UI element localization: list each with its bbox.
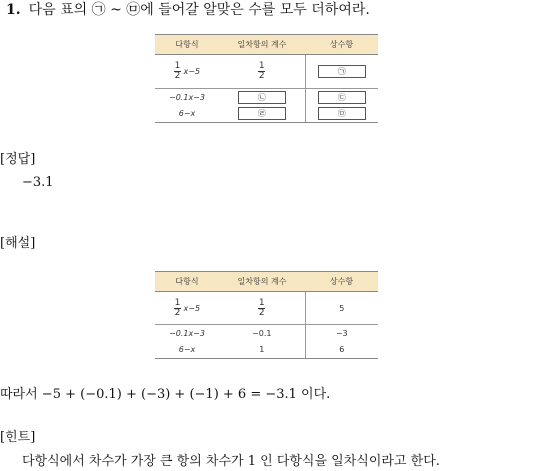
explanation-label: [해설] (0, 236, 36, 251)
blank-box-e: ㉤ (318, 107, 366, 120)
cell-constant (305, 106, 378, 123)
fraction: $\frac{1}{2}$ (174, 61, 181, 81)
blank-box-b: ㉡ (238, 91, 286, 104)
question-text: 다음 표의 ㉠ ~ ㉤에 들어갈 알맞은 수를 모두 더하여라. (28, 2, 370, 18)
blank-box-d: ㉣ (238, 107, 286, 120)
conclusion-text: 따라서 −5 + (−0.1) + (−3) + (−1) + 6 = −3.1 이다. (0, 387, 331, 402)
table-row (155, 55, 378, 89)
cell-constant: 5 (305, 292, 378, 325)
cell-coef: 1 (219, 342, 305, 359)
cell-polynomial: −0.1x−3 (155, 325, 219, 342)
explanation-table (155, 271, 378, 359)
cell-polynomial: $\frac{1}{2}$ x−5 (174, 61, 201, 81)
cell-constant (305, 55, 378, 89)
fraction: $\frac{1}{2}$ (258, 61, 265, 81)
header-polynomial: 다항식 (155, 35, 219, 55)
header-constant: 상수항 (305, 35, 378, 55)
answer-value: −3.1 (22, 175, 54, 190)
fraction: $\frac{1}{2}$ (174, 297, 181, 318)
header-linear-coef: 일차항의 계수 (219, 35, 305, 55)
answer-label: [정답] (0, 152, 36, 167)
blank-box-a: ㉠ (318, 65, 366, 78)
cell-coef (219, 292, 305, 325)
hint-label: [힌트] (0, 430, 36, 445)
cell-polynomial: −0.1x−3 (155, 89, 219, 106)
cell-constant: 6 (305, 342, 378, 359)
question (6, 0, 370, 20)
table-row (155, 292, 378, 325)
cell-polynomial: $\frac{1}{2}$ x−5 (174, 297, 201, 318)
cell-coef (219, 106, 305, 123)
cell-polynomial: 6−x (155, 106, 219, 123)
header-linear-coef: 일차항의 계수 (219, 272, 305, 292)
cell-coef: −0.1 (219, 325, 305, 342)
table-row (155, 106, 378, 123)
cell-coef (219, 55, 305, 89)
question-number: 1. (6, 2, 21, 18)
cell-constant (305, 89, 378, 106)
question-table (155, 34, 378, 123)
header-constant: 상수항 (305, 272, 378, 292)
table-row (155, 342, 378, 359)
fraction: $\frac{1}{2}$ (258, 297, 265, 318)
cell-coef (219, 89, 305, 106)
cell-constant: −3 (305, 325, 378, 342)
hint-text: 다항식에서 차수가 가장 큰 항의 차수가 1 인 다항식을 일차식이라고 한다. (22, 454, 440, 469)
blank-box-c: ㉢ (318, 91, 366, 104)
header-polynomial: 다항식 (155, 272, 219, 292)
cell-polynomial: 6−x (155, 342, 219, 359)
table-row (155, 325, 378, 342)
table-row (155, 89, 378, 106)
